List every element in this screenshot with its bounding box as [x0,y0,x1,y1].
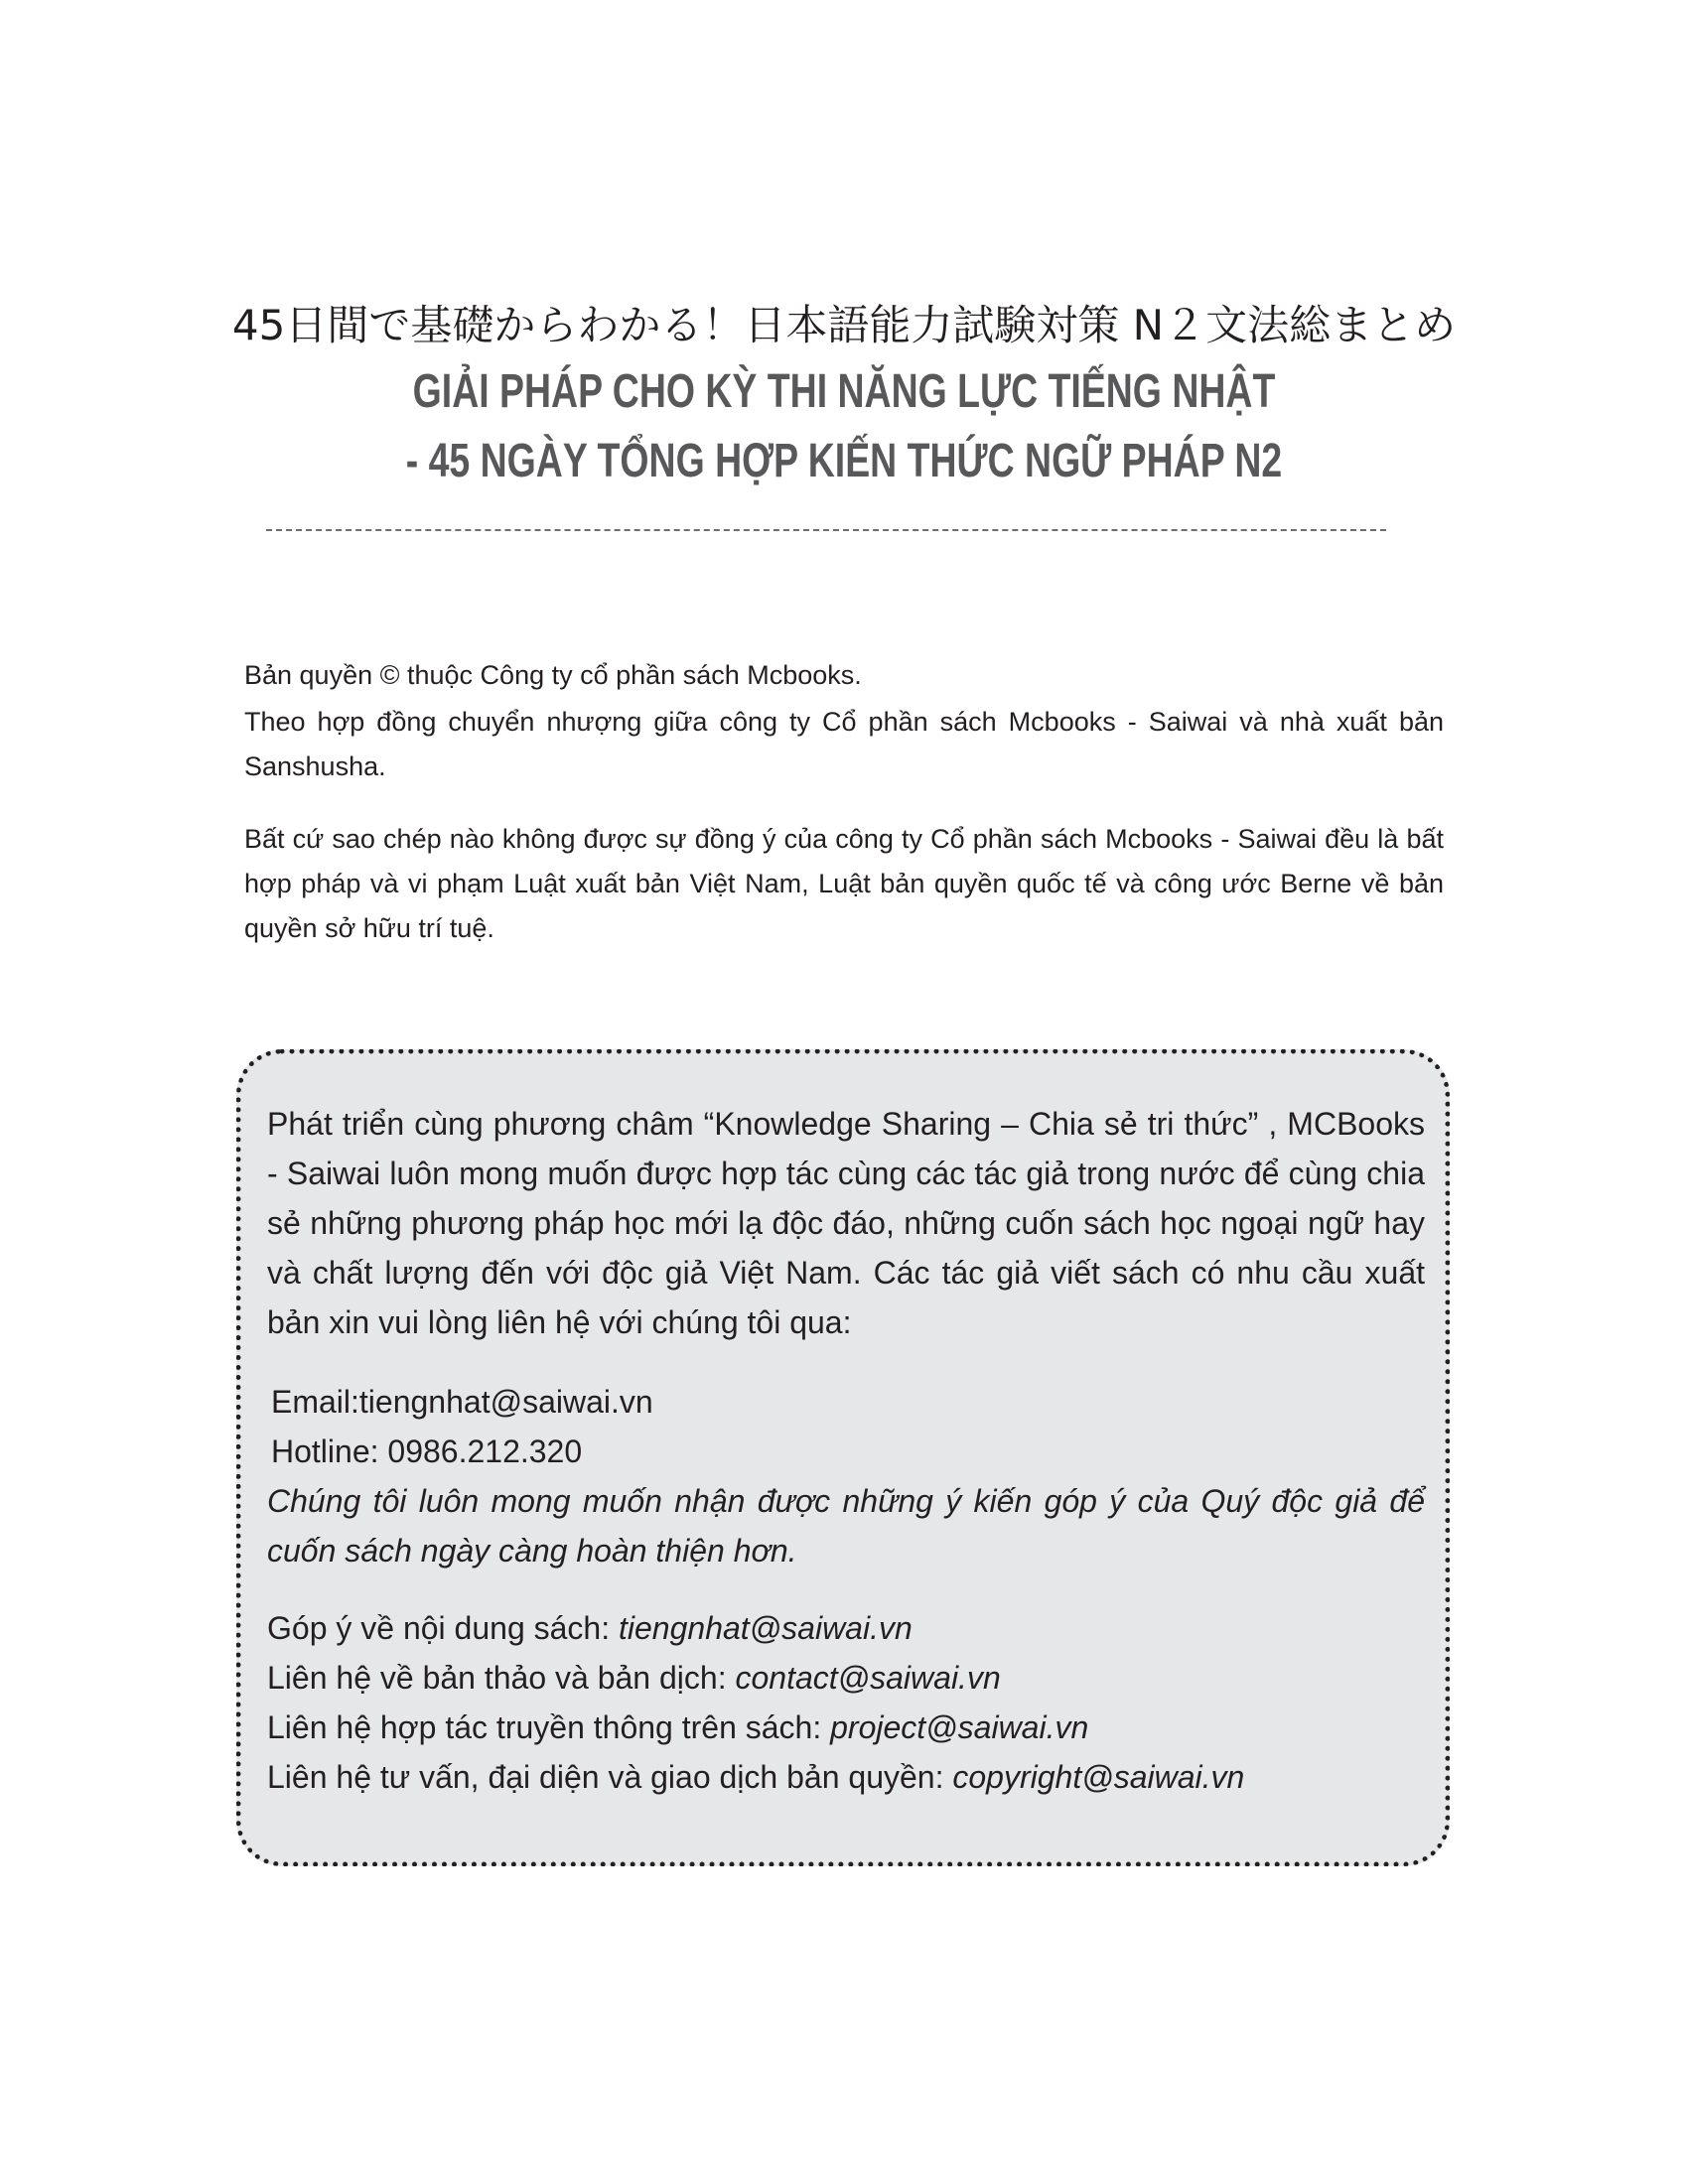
email-label: Email: [271,1384,359,1420]
copyright-owner: Bản quyền © thuộc Công ty cổ phần sách Mcbooks. [244,660,862,690]
contact-link-label: Liên hệ hợp tác truyền thông trên sách: [267,1709,822,1745]
contact-box [236,1049,1450,1866]
email-value[interactable]: tiengnhat@saiwai.vn [358,1384,653,1420]
copyright-contract: Theo hợp đồng chuyển nhượng giữa công ty Cổ phần sách Mcbooks - Saiwai và nhà xuất bản Sanshusha. [244,707,1444,781]
contact-link-row [267,1752,1425,1802]
contact-link-email[interactable]: copyright@saiwai.vn [952,1759,1245,1795]
vietnamese-title-line-1: GIẢI PHÁP CHO KỲ THI NĂNG LỰC TIẾNG NHẬT [412,365,1276,418]
contact-link-label: Liên hệ về bản thảo và bản dịch: [267,1660,727,1696]
copyright-section [244,653,1444,951]
vietnamese-title-line-2: - 45 NGÀY TỔNG HỢP KIẾN THỨC NGỮ PHÁP N2 [405,435,1283,487]
contact-link-email[interactable]: contact@saiwai.vn [735,1660,1001,1696]
dashed-divider [266,529,1386,531]
copyright-warning: Bất cứ sao chép nào không được sự đồng ý của công ty Cổ phần sách Mcbooks - Saiwai đều là bất hợp pháp và vi phạm Luật xuất bản Việt Nam, Luật bản quyền quốc tế và công ước Berne về bản quyền sở hữu trí tuệ. [244,824,1444,943]
contact-details [267,1377,1425,1575]
contact-link-row [267,1703,1425,1752]
contact-intro: Phát triển cùng phương châm “Knowledge Sharing – Chia sẻ tri thức” , MCBooks - Saiwai luôn mong muốn được hợp tác cùng các tác giả trong nước để cùng chia sẻ những phương pháp học mới lạ độc đáo, những cuốn sách học ngoại ngữ hay và chất lượng đến với độc giả Việt Nam. Các tác giả viết sách có nhu cầu xuất bản xin vui lòng liên hệ với chúng tôi qua: [267,1106,1425,1340]
contact-link-label: Liên hệ tư vấn, đại diện và giao dịch bản quyền: [267,1759,944,1795]
contact-box-content [267,1099,1425,1802]
contact-link-email[interactable]: tiengnhat@saiwai.vn [619,1610,913,1646]
japanese-title: 45日間で基礎からわかる！日本語能力試験対策 N２文法総まとめ [231,301,1457,349]
email-line [267,1377,1425,1427]
hotline-value[interactable]: 0986.212.320 [387,1433,583,1469]
hotline-label: Hotline: [271,1433,379,1469]
contact-links [267,1603,1425,1802]
feedback-note: Chúng tôi luôn mong muốn nhận được những ý kiến góp ý của Quý độc giả để cuốn sách ngày càng hoàn thiện hơn. [267,1483,1425,1569]
contact-link-row [267,1653,1425,1703]
vietnamese-title [341,357,1347,496]
contact-link-label: Góp ý về nội dung sách: [267,1610,611,1646]
contact-link-email[interactable]: project@saiwai.vn [830,1709,1089,1745]
hotline-line [267,1427,1425,1476]
contact-link-row [267,1603,1425,1653]
